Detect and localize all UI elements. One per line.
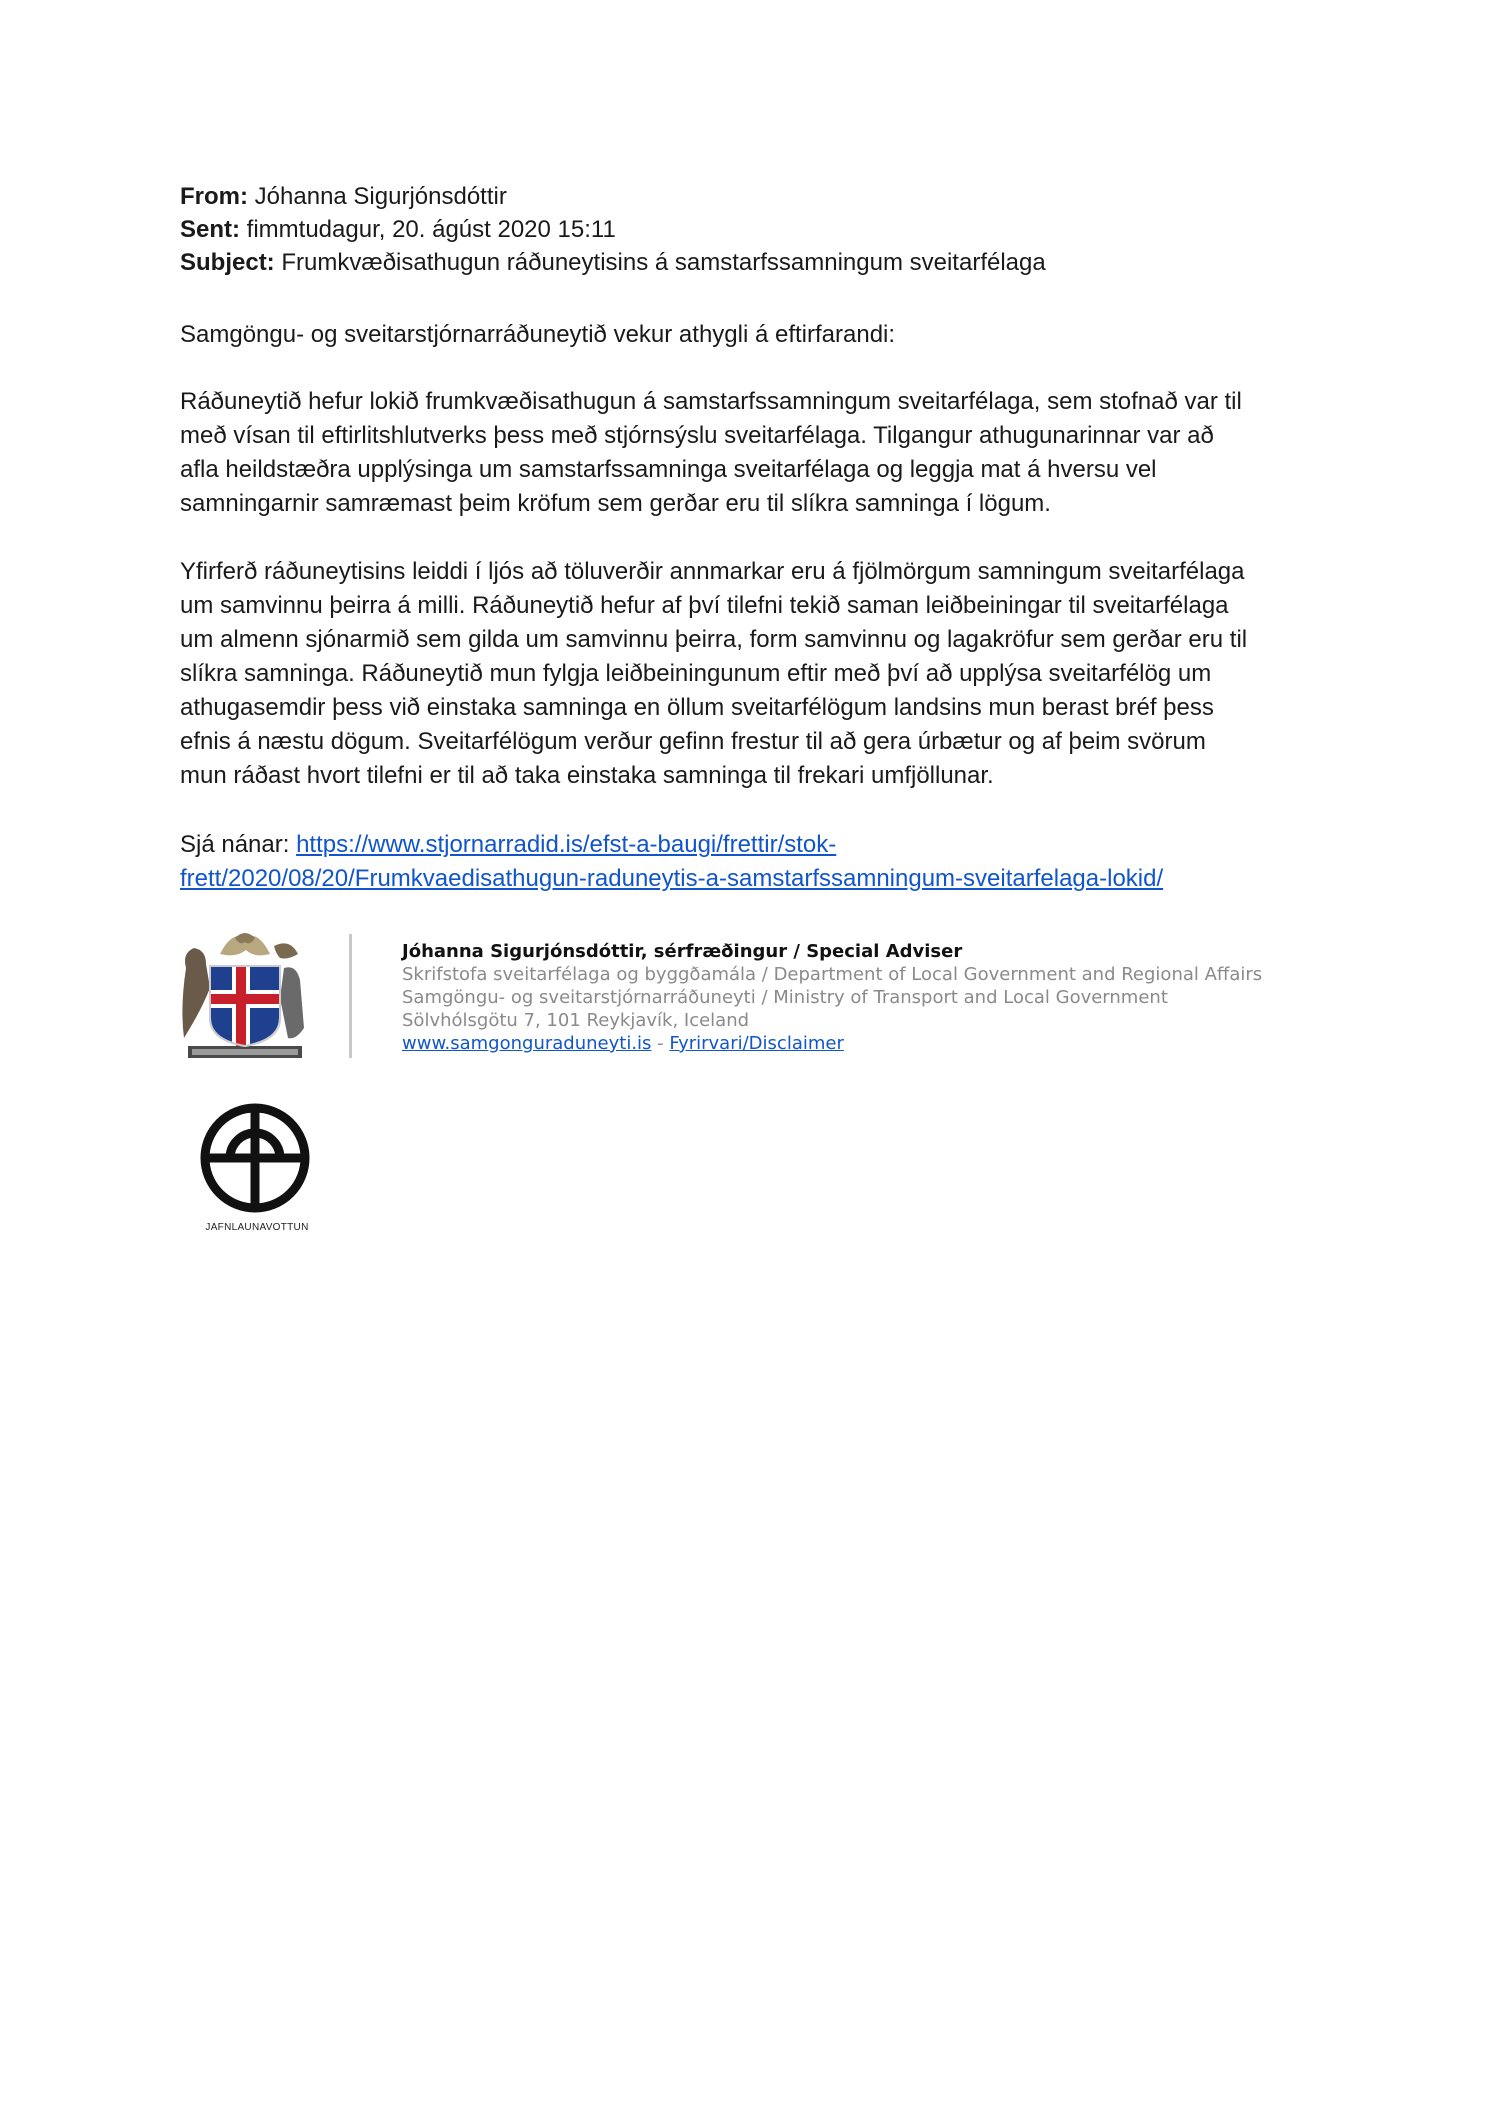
signature-links — [402, 1032, 1262, 1055]
signature-ministry: Samgöngu- og sveitarstjórnarráðuneyti / Ministry of Transport and Local Government — [402, 987, 1168, 1008]
email-header — [180, 180, 1046, 279]
intro-text: Samgöngu- og sveitarstjórnarráðuneytið vekur athygli á eftirfarandi: — [180, 321, 896, 348]
subject-value: Frumkvæðisathugun ráðuneytisins á samstarfssamningum sveitarfélaga — [281, 249, 1046, 276]
disclaimer-link[interactable]: Fyrirvari/Disclaimer — [669, 1033, 844, 1054]
signature-divider — [349, 934, 352, 1058]
from-label: From: — [180, 183, 248, 210]
icelandic-coat-of-arms-icon — [180, 928, 310, 1063]
paragraph-1-line: Ráðuneytið hefur lokið frumkvæðisathugun á samstarfssamningum sveitarfélaga, sem stofnað var til — [180, 388, 1242, 415]
from-value: Jóhanna Sigurjónsdóttir — [254, 183, 507, 210]
link-separator: - — [651, 1033, 670, 1054]
sent-value: fimmtudagur, 20. ágúst 2020 15:11 — [246, 216, 616, 243]
paragraph-1-line: með vísan til eftirlitshlutverks þess með stjórnsýslu sveitarfélaga. Tilgangur athugunarinnar var að — [180, 422, 1214, 449]
signature-office: Skrifstofa sveitarfélaga og byggðamála / Department of Local Government and Regional Affairs — [402, 964, 1263, 985]
paragraph-2-line: um almenn sjónarmið sem gilda um samvinnu þeirra, form samvinnu og lagakröfur sem gerðar eru til — [180, 626, 1248, 653]
paragraph-2 — [180, 555, 1340, 793]
subject-row — [180, 246, 1046, 279]
from-row — [180, 180, 1046, 213]
paragraph-2-line: mun ráðast hvort tilefni er til að taka einstaka samninga til frekari umfjöllunar. — [180, 762, 994, 789]
sent-label: Sent: — [180, 216, 240, 243]
email-signature — [402, 940, 1262, 1055]
paragraph-2-line: Yfirferð ráðuneytisins leiddi í ljós að töluverðir annmarkar eru á fjölmörgum samningum sveitarfélaga — [180, 558, 1245, 585]
website-link[interactable]: www.samgonguraduneyti.is — [402, 1033, 652, 1054]
paragraph-1-line: samningarnir samræmast þeim kröfum sem gerðar eru til slíkra samninga í lögum. — [180, 490, 1051, 517]
equal-pay-label: JAFNLAUNAVOTTUN — [205, 1222, 309, 1233]
signature-name: Jóhanna Sigurjónsdóttir, sérfræðingur / Special Adviser — [402, 941, 963, 962]
signature-address: Sölvhólsgötu 7, 101 Reykjavík, Iceland — [402, 1010, 750, 1031]
subject-label: Subject: — [180, 249, 275, 276]
paragraph-2-line: athugasemdir þess við einstaka samninga en öllum sveitarfélögum landsins mun berast bréf þess — [180, 694, 1214, 721]
news-article-link-part2[interactable]: frett/2020/08/20/Frumkvaedisathugun-raduneytis-a-samstarfssamningum-sveitarfelaga-lokid/ — [180, 865, 1164, 892]
paragraph-2-line: efnis á næstu dögum. Sveitarfélögum verður gefinn frestur til að gera úrbætur og af þeim svörum — [180, 728, 1206, 755]
paragraph-1 — [180, 385, 1340, 521]
equal-pay-certification-icon — [190, 1100, 325, 1240]
paragraph-2-line: um samvinnu þeirra á milli. Ráðuneytið hefur af því tilefni tekið saman leiðbeiningar til sveitarfélaga — [180, 592, 1229, 619]
read-more — [180, 828, 1380, 896]
news-article-link-part1[interactable]: https://www.stjornarradid.is/efst-a-baugi/frettir/stok- — [296, 831, 837, 858]
read-more-label: Sjá nánar: — [180, 831, 297, 858]
paragraph-1-line: afla heildstæðra upplýsinga um samstarfssamninga sveitarfélaga og leggja mat á hversu vel — [180, 456, 1157, 483]
paragraph-2-line: slíkra samninga. Ráðuneytið mun fylgja leiðbeiningunum eftir með því að upplýsa sveitarfélög um — [180, 660, 1212, 687]
sent-row — [180, 213, 1046, 246]
news-article-link[interactable] — [180, 831, 1163, 892]
